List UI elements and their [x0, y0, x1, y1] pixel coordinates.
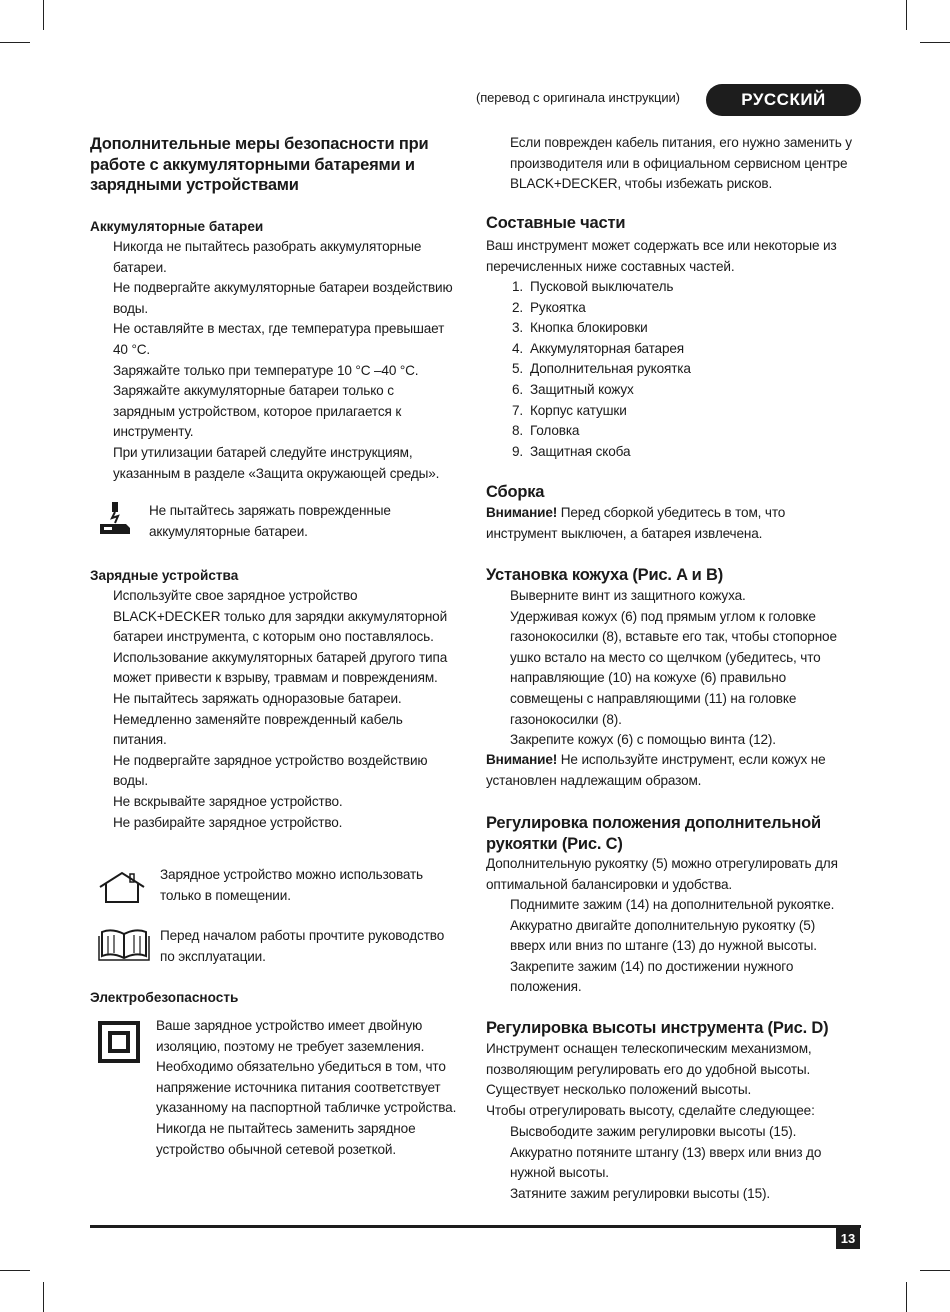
part-item: [512, 442, 846, 463]
part-item: [512, 380, 846, 401]
batteries-heading: Аккумуляторные батареи: [90, 219, 264, 234]
damaged-battery-note: Не пытайтесь заряжать поврежденные аккумуляторные батареи.: [149, 503, 391, 539]
aux-step: Закрепите зажим (14) по достижении нужного положения.: [510, 958, 794, 995]
aux-handle-intro: Дополнительную рукоятку (5) можно отрегулировать для оптимальной балансировки и удобства.: [486, 856, 838, 892]
battery-rule: Заряжайте аккумуляторные батареи только с зарядным устройством, которое прилагается к инструменту.: [113, 383, 402, 440]
part-label: Защитная скоба: [530, 443, 631, 459]
warning-label: Внимание!: [486, 505, 558, 520]
charger-rule: Не подвергайте зарядное устройство воздействию воды.: [113, 752, 428, 789]
parts-heading: Составные части: [486, 214, 626, 232]
crop-mark: [906, 1282, 907, 1312]
page-number: 13: [836, 1227, 860, 1249]
part-label: Пусковой выключатель: [530, 279, 674, 294]
read-manual-icon: [98, 926, 150, 962]
part-label: Аккумуляторная батарея: [530, 340, 684, 356]
warning-text: Перед сборкой убедитесь в том, что инструмент выключен, а батарея извлечена.: [486, 505, 786, 541]
language-badge: РУССКИЙ: [706, 84, 861, 116]
part-item: [512, 339, 846, 360]
part-item: [512, 359, 846, 380]
part-number: 8.: [512, 423, 524, 439]
assembly-heading: Сборка: [486, 483, 545, 501]
guard-heading: Установка кожуха (Рис. A и B): [486, 566, 723, 584]
part-number: 1.: [512, 279, 524, 294]
part-label: Корпус катушки: [530, 402, 627, 418]
warning-text: Не используйте инструмент, если кожух не установлен надлежащим образом.: [486, 752, 826, 788]
crop-mark: [0, 1270, 30, 1271]
read-manual-note: Перед началом работы прочтите руководство по эксплуатации.: [160, 928, 445, 964]
aux-step: Аккуратно двигайте дополнительную рукоятку (5) вверх или вниз по штанге (13) до нужной высоты.: [510, 917, 817, 954]
battery-rule: При утилизации батарей следуйте инструкциям, указанным в разделе «Защита окружающей среды».: [113, 444, 440, 481]
parts-list: [486, 277, 846, 462]
charger-rule: Не вскрывайте зарядное устройство.: [113, 793, 343, 809]
batteries-list: [90, 237, 470, 484]
crop-mark: [43, 1282, 44, 1312]
part-item: [512, 298, 846, 319]
height-steps: [486, 1122, 855, 1204]
electrical-heading: Электробезопасность: [90, 990, 239, 1005]
charger-rule: Используйте свое зарядное устройство BLACK+DECKER только для зарядки аккумуляторной батареи инструмента, с которым оно поставлялось. Использование аккумуляторных батарей другого типа может привести к взрыву, травмам и повреждениям.: [113, 588, 448, 686]
guard-warning: [486, 750, 851, 791]
charger-rule: Немедленно заменяйте поврежденный кабель питания.: [113, 711, 403, 748]
crop-mark: [906, 0, 907, 30]
part-label: Кнопка блокировки: [530, 320, 648, 336]
part-label: Защитный кожух: [530, 381, 634, 397]
guard-step: Закрепите кожух (6) с помощью винта (12).: [510, 732, 776, 748]
crop-mark: [920, 42, 950, 43]
crop-mark: [43, 0, 44, 30]
height-heading: Регулировка высоты инструмента (Рис. D): [486, 1019, 829, 1037]
aux-step: Поднимите зажим (14) на дополнительной рукоятке.: [510, 897, 835, 912]
part-number: 2.: [512, 299, 524, 315]
part-item: [512, 277, 846, 298]
aux-handle-steps: [486, 895, 868, 998]
translation-note: (перевод с оригинала инструкции): [476, 90, 680, 105]
double-insulation-icon: [98, 1021, 140, 1063]
aux-handle-heading: Регулировка положения дополнительной рукоятки (Рис. C): [486, 814, 821, 853]
chargers-heading: Зарядные устройства: [90, 568, 239, 583]
battery-rule: Не оставляйте в местах, где температура превышает 40 °C.: [113, 321, 445, 357]
part-label: Головка: [530, 423, 580, 439]
warning-label: Внимание!: [486, 752, 558, 767]
battery-rule: Заряжайте только при температуре 10 °C –40 °C.: [113, 362, 419, 378]
damaged-battery-icon: [98, 500, 132, 536]
indoor-use-icon: [98, 870, 146, 904]
part-label: Рукоятка: [530, 299, 586, 315]
part-label: Дополнительная рукоятка: [530, 361, 691, 377]
guard-steps: [486, 586, 855, 751]
height-step: Затяните зажим регулировки высоты (15).: [510, 1185, 771, 1201]
footer-rule: [90, 1225, 861, 1228]
indoor-use-note: Зарядное устройство можно использовать только в помещении.: [160, 867, 423, 903]
assembly-warning: [486, 503, 831, 544]
guard-step: Выверните винт из защитного кожуха.: [510, 588, 746, 603]
battery-rule: Никогда не пытайтесь разобрать аккумуляторные батареи.: [113, 239, 422, 275]
part-number: 6.: [512, 381, 524, 397]
part-number: 3.: [512, 320, 524, 336]
part-item: [512, 318, 846, 339]
charger-rule: Не разбирайте зарядное устройство.: [113, 814, 343, 830]
part-number: 7.: [512, 402, 524, 418]
cable-note: Если поврежден кабель питания, его нужно заменить у производителя или в официальном сервисном центре BLACK+DECKER, чтобы избежать рисков.: [510, 135, 852, 192]
chargers-list: [90, 586, 463, 833]
part-number: 9.: [512, 443, 524, 459]
charger-rule: Не пытайтесь заряжать одноразовые батареи.: [113, 690, 402, 706]
height-step: Высвободите зажим регулировки высоты (15).: [510, 1124, 797, 1139]
crop-mark: [0, 42, 30, 43]
height-intro: Инструмент оснащен телескопическим механизмом, позволяющим регулировать его до удобной высоты. Существует несколько положений высоты.: [486, 1041, 812, 1098]
part-number: 5.: [512, 361, 524, 377]
battery-rule: Не подвергайте аккумуляторные батареи воздействию воды.: [113, 280, 453, 316]
crop-mark: [920, 1270, 950, 1271]
guard-step: Удерживая кожух (6) под прямым углом к головке газонокосилки (8), вставьте его так, чтобы стопорное ушко встало на место со щелчком (убедитесь, что направляющие (10) на кожухе (6) правильно совмещены с направляющими (11) на головке газонокосилки (8).: [510, 608, 837, 727]
height-step: Аккуратно потяните штангу (13) вверх или вниз до нужной высоты.: [510, 1144, 822, 1181]
electrical-text: Ваше зарядное устройство имеет двойную изоляцию, поэтому не требует заземления. Необходимо обязательно убедиться в том, что напряжение источника питания соответствует указанному на паспортной табличке устройства. Никогда не пытайтесь заменить зарядное устройство обычной сетевой розеткой.: [156, 1018, 457, 1157]
height-intro-2: Чтобы отрегулировать высоту, сделайте следующее:: [486, 1103, 815, 1118]
safety-title: Дополнительные меры безопасности при работе с аккумуляторными батареями и зарядными устройствами: [90, 135, 429, 194]
parts-intro: Ваш инструмент может содержать все или некоторые из перечисленных ниже составных частей.: [486, 238, 837, 274]
part-item: [512, 421, 846, 442]
part-item: [512, 401, 846, 422]
part-number: 4.: [512, 340, 524, 356]
